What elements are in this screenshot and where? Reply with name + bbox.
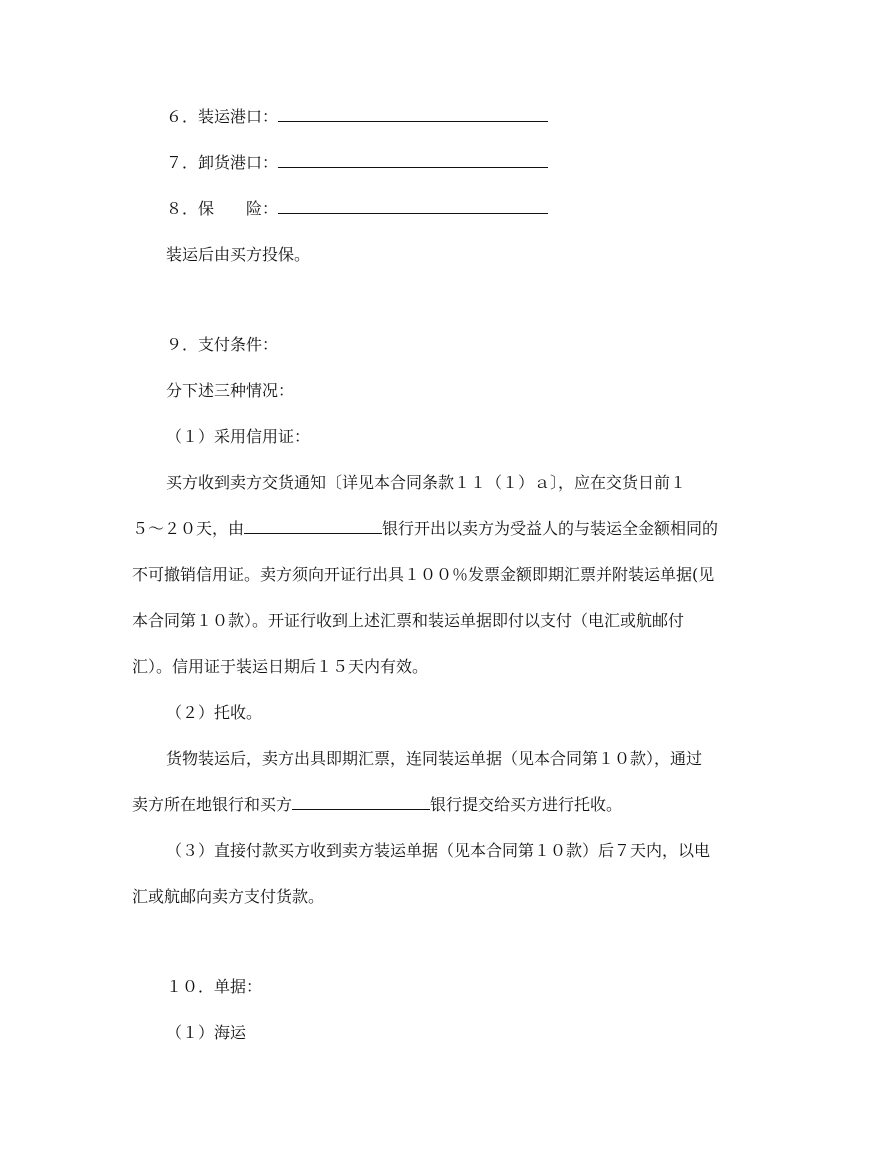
lc-paragraph-line-3: 不可撤销信用证。卖方须向开证行出具１００％发票金额即期汇票并附装运单据(见 bbox=[132, 565, 715, 584]
lc-paragraph-line-1: 买方收到卖方交货通知〔详见本合同条款１１（１）ａ〕，应在交货日前１ bbox=[166, 473, 687, 492]
loading-port-blank[interactable] bbox=[278, 107, 548, 122]
collection-line-2-start: 卖方所在地银行和买方 bbox=[132, 795, 293, 814]
lc-paragraph-line-4: 本合同第１０款）。开证行收到上述汇票和装运单据即付以支付（电汇或航邮付 bbox=[132, 611, 685, 630]
item-6-label: ６．装运港口： bbox=[166, 107, 279, 126]
collection-paragraph-line-1: 货物装运后，卖方出具即期汇票，连同装运单据（见本合同第１０款），通过 bbox=[166, 749, 703, 768]
direct-payment-line-2: 汇或航邮向卖方支付货款。 bbox=[132, 887, 325, 906]
sea-freight-title: （１）海运 bbox=[166, 1023, 247, 1042]
direct-payment-line-1: （３）直接付款买方收到卖方装运单据（见本合同第１０款）后７天内，以电 bbox=[166, 841, 711, 860]
collection-title: （２）托收。 bbox=[166, 703, 263, 722]
item-7-label: ７．卸货港口： bbox=[166, 153, 279, 172]
issuing-bank-blank[interactable] bbox=[244, 519, 382, 534]
lc-paragraph-line-5: 汇）。信用证于装运日期后１５天内有效。 bbox=[132, 657, 429, 676]
item-9-payment-terms: ９．支付条件： bbox=[166, 335, 279, 354]
item-7-discharge-port bbox=[166, 152, 548, 174]
lc-paragraph-line-2 bbox=[132, 518, 718, 540]
lc-line-2-end: 银行开出以卖方为受益人的与装运全金额相同的 bbox=[382, 519, 719, 538]
insurance-note: 装运后由买方投保。 bbox=[166, 245, 311, 264]
lc-title: （１）采用信用证： bbox=[166, 427, 311, 446]
item-10-documents: １０．单据： bbox=[166, 977, 263, 996]
collection-paragraph-line-2 bbox=[132, 794, 622, 816]
insurance-blank[interactable] bbox=[278, 199, 548, 214]
discharge-port-blank[interactable] bbox=[278, 153, 548, 168]
item-8-insurance bbox=[166, 198, 548, 220]
item-8-label: ８．保 险： bbox=[166, 199, 279, 218]
collection-line-2-end: 银行提交给买方进行托收。 bbox=[430, 795, 623, 814]
payment-intro: 分下述三种情况： bbox=[166, 381, 295, 400]
lc-line-2-start: ５～２０天，由 bbox=[132, 519, 245, 538]
item-6-loading-port bbox=[166, 106, 548, 128]
buyer-bank-blank[interactable] bbox=[292, 795, 430, 810]
